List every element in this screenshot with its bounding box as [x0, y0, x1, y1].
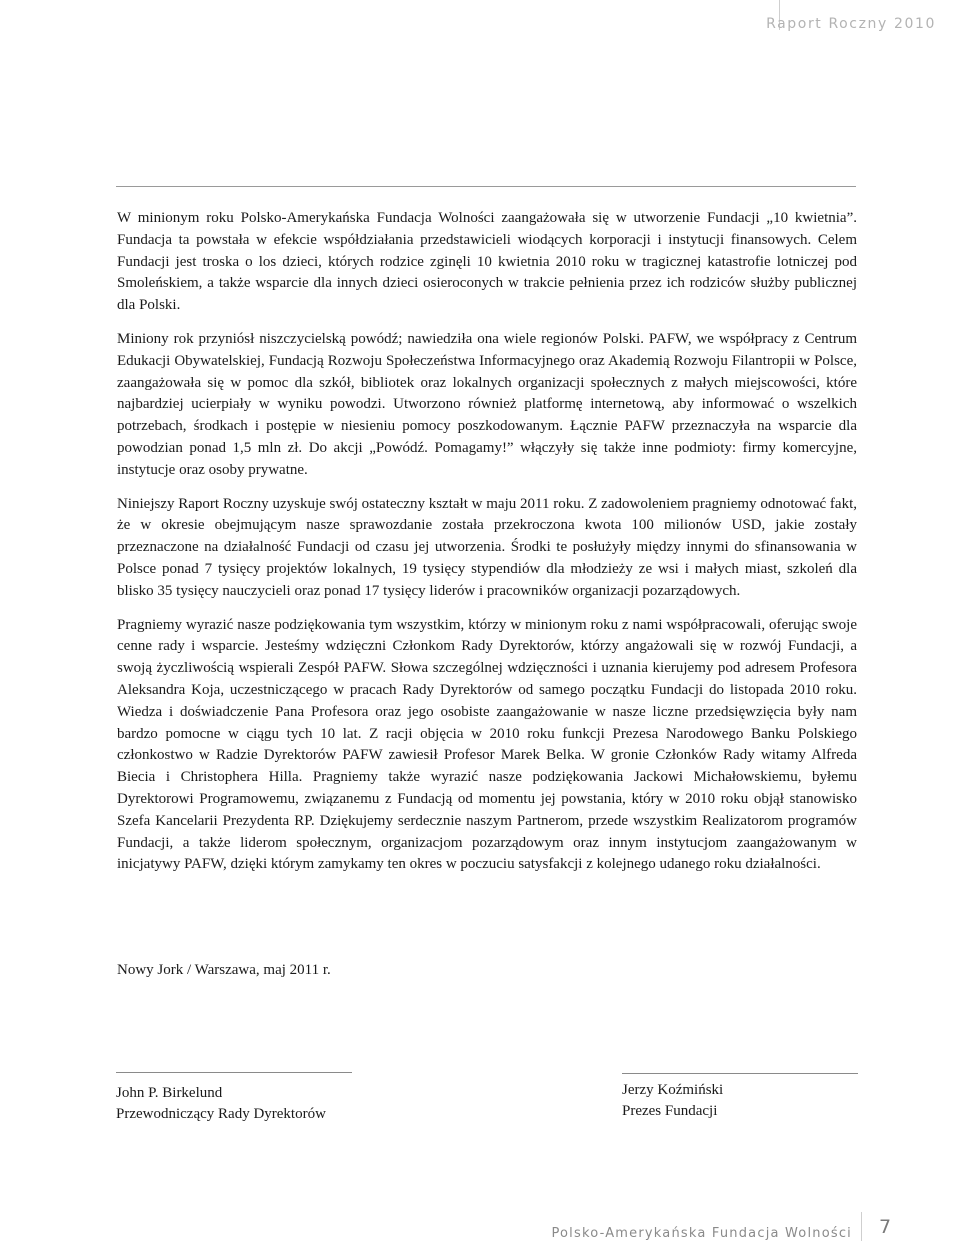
footer-divider [861, 1212, 862, 1241]
paragraph-2: Miniony rok przyniósł niszczycielską powódź; nawiedziła ona wiele regionów Polski. PAFW, we współpracy z Centrum Edukacji Obywatelskiej, Fundacją Rozwoju Społeczeństwa Informacyjnego oraz Akademią Rozwoju Filantropii w Polsce, zaangażowała się w pomoc dla szkół, bibliotek oraz lokalnych organizacji społecznych z małych miejscowości, które najbardziej ucierpiały w wyniku powodzi. Utworzono również platformę internetową, aby informować o wszelkich potrzebach, środkach i postępie w niesieniu pomocy poszkodowanym. Łącznie PAFW przeznaczyła na wsparcie dla powodzian ponad 1,5 mln zł. Do akcji „Powódź. Pomagamy!” włączyły się także inne podmioty: firmy komercyjne, instytucje oraz osoby prywatne. [117, 330, 857, 478]
page-number: 7 [879, 1216, 892, 1238]
place-date: Nowy Jork / Warszawa, maj 2011 r. [117, 962, 331, 978]
signatory-role: Przewodniczący Rady Dyrektorów [116, 1106, 326, 1122]
top-rule [116, 186, 856, 187]
paragraph-4: Pragniemy wyrazić nasze podziękowania tym wszystkim, którzy w minionym roku z nami współpracowali, oferując swoje cenne rady i wsparcie. Jesteśmy wdzięczni Członkom Rady Dyrektorów, którzy angażowali się w rozwój Fundacji, a swoją życzliwością wspierali Zespół PAFW. Słowa szczególnej wdzięczności i uznania kierujemy pod adresem Profesora Aleksandra Koja, uczestniczącego w pracach Rady Dyrektorów od samego początku Fundacji do listopada 2010 roku. Wiedza i doświadczenie Pana Profesora oraz jego osobiste zaangażowanie w nasze liczne przedsięwzięcia były nam bardzo pomocne w ciągu tych 10 lat. Z racji objęcia w 2010 roku funkcji Prezesa Narodowego Banku Polskiego członkostwo w Radzie Dyrektorów PAFW zawiesił Profesor Marek Belka. W gronie Członków Rady witamy Alfreda Biecia i Christophera Hilla. Pragniemy także wyrazić nasze podziękowania Jackowi Michałowskiemu, byłemu Dyrektorowi Programowemu, związanemu z Fundacją od momentu jej powstania, który w 2010 roku objął stanowisko Szefa Kancelarii Prezydenta RP. Dziękujemy serdecznie naszym Partnerom, przede wszystkim Realizatorom programów Fundacji, a także liderom społecznym, organizacjom pozarządowym oraz innym instytucjom zaangażowanym w inicjatywy PAFW, dzięki którym zamykamy ten okres w poczuciu satysfakcji z kolejnego udanego roku działalności. [117, 616, 857, 873]
signatory-role: Prezes Fundacji [622, 1103, 718, 1119]
paragraph-3: Niniejszy Raport Roczny uzyskuje swój ostateczny kształt w maju 2011 roku. Z zadowoleniem pragniemy odnotować fakt, że w okresie obejmującym nasze sprawozdanie została przekroczona kwota 100 milionów USD, jakie zostały przeznaczone na działalność Fundacji od czasu jej utworzenia. Środki te posłużyły między innymi do sfinansowania w Polsce ponad 7 tysięcy projektów lokalnych, 19 tysięcy stypendiów dla młodzieży ze wsi i małych miast, szkoleń dla blisko 35 tysięcy nauczycieli oraz ponad 17 tysięcy liderów i pracowników organizacji pozarządowych. [117, 495, 857, 599]
signature-right [622, 1073, 858, 1122]
signatory-name: John P. Birkelund [116, 1085, 223, 1101]
signature-line [116, 1072, 352, 1073]
footer-organization: Polsko-Amerykańska Fundacja Wolności [551, 1226, 852, 1241]
paragraph-1: W minionym roku Polsko-Amerykańska Fundacja Wolności zaangażowała się w utworzenie Fundacji „10 kwietnia”. Fundacja ta powstała w efekcie współdziałania przedstawicieli wiodących korporacji i instytucji finansowych. Celem Fundacji jest troska o los dzieci, których rodzice zginęli 10 kwietnia 2010 roku w tragicznej katastrofie lotniczej pod Smoleńskiem, a także wsparcie dla innych dzieci osieroconych w trakcie pełnienia przez ich rodziców służby publicznej dla Polski. [117, 210, 857, 314]
letter-body [117, 208, 857, 888]
signature-line [622, 1073, 858, 1074]
report-title: Raport Roczny 2010 [766, 16, 936, 32]
signature-left [116, 1072, 352, 1125]
signatory-name: Jerzy Koźmiński [622, 1082, 724, 1098]
